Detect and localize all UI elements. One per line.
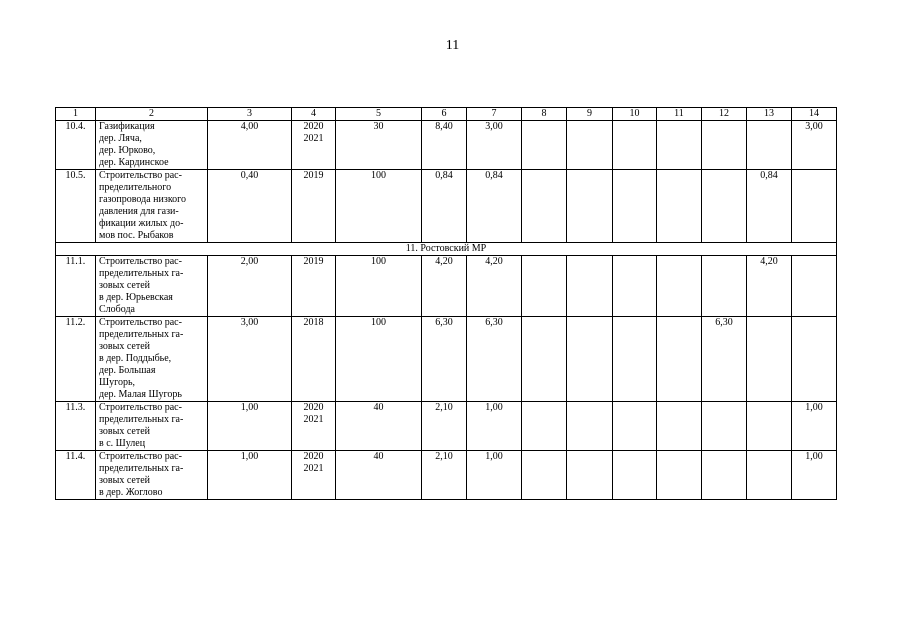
row-name-cell: Газификация дер. Ляча, дер. Юрково, дер. Кардинское (96, 121, 208, 170)
value-cell (613, 451, 657, 500)
value-cell (747, 451, 792, 500)
value-cell (522, 256, 567, 317)
value-cell: 6,30 (422, 317, 467, 402)
row-number-cell: 10.5. (56, 170, 96, 243)
header-cell: 10 (613, 108, 657, 121)
value-cell (522, 451, 567, 500)
value-cell (792, 317, 837, 402)
table-row (56, 402, 837, 451)
value-cell (613, 317, 657, 402)
value-cell: 1,00 (467, 451, 522, 500)
header-row (56, 108, 837, 121)
table-row (56, 451, 837, 500)
value-cell: 100 (336, 317, 422, 402)
value-cell: 0,84 (422, 170, 467, 243)
header-cell: 3 (208, 108, 292, 121)
row-name-cell: Строительство рас- пределительного газопровода низкого давления для гази- фикации жилых до- мов пос. Рыбаков (96, 170, 208, 243)
value-cell (567, 451, 613, 500)
table-row (56, 121, 837, 170)
value-cell (567, 256, 613, 317)
header-cell: 6 (422, 108, 467, 121)
value-cell (567, 402, 613, 451)
value-cell: 0,84 (747, 170, 792, 243)
value-cell: 1,00 (792, 402, 837, 451)
header-cell: 12 (702, 108, 747, 121)
value-cell: 0,40 (208, 170, 292, 243)
value-cell: 0,84 (467, 170, 522, 243)
value-cell (567, 317, 613, 402)
value-cell: 30 (336, 121, 422, 170)
header-cell: 1 (56, 108, 96, 121)
value-cell: 2018 (292, 317, 336, 402)
value-cell (702, 402, 747, 451)
value-cell: 100 (336, 256, 422, 317)
value-cell: 2019 (292, 256, 336, 317)
header-cell: 7 (467, 108, 522, 121)
value-cell (702, 170, 747, 243)
value-cell (702, 451, 747, 500)
row-number-cell: 10.4. (56, 121, 96, 170)
row-name-cell: Строительство рас- пределительных га- зовых сетей в дер. Жоглово (96, 451, 208, 500)
table-body (56, 108, 837, 500)
row-name-cell: Строительство рас- пределительных га- зовых сетей в дер. Поддыбье, дер. Большая Шугорь, дер. Малая Шугорь (96, 317, 208, 402)
value-cell (657, 121, 702, 170)
value-cell: 40 (336, 402, 422, 451)
value-cell (567, 170, 613, 243)
header-cell: 5 (336, 108, 422, 121)
value-cell (522, 170, 567, 243)
row-name-cell: Строительство рас- пределительных га- зовых сетей в с. Шулец (96, 402, 208, 451)
value-cell: 2019 (292, 170, 336, 243)
row-number-cell: 11.1. (56, 256, 96, 317)
value-cell (702, 256, 747, 317)
header-cell: 2 (96, 108, 208, 121)
header-cell: 14 (792, 108, 837, 121)
table-row (56, 317, 837, 402)
value-cell: 8,40 (422, 121, 467, 170)
value-cell (613, 121, 657, 170)
value-cell (747, 402, 792, 451)
value-cell (522, 121, 567, 170)
value-cell: 1,00 (467, 402, 522, 451)
value-cell: 3,00 (208, 317, 292, 402)
value-cell: 3,00 (792, 121, 837, 170)
value-cell (657, 256, 702, 317)
value-cell (657, 451, 702, 500)
value-cell: 2,10 (422, 402, 467, 451)
value-cell (702, 121, 747, 170)
table-row (56, 170, 837, 243)
value-cell: 100 (336, 170, 422, 243)
row-number-cell: 11.3. (56, 402, 96, 451)
value-cell: 4,20 (467, 256, 522, 317)
value-cell: 4,20 (747, 256, 792, 317)
value-cell: 4,20 (422, 256, 467, 317)
value-cell: 1,00 (208, 402, 292, 451)
header-cell: 9 (567, 108, 613, 121)
value-cell: 6,30 (702, 317, 747, 402)
value-cell: 2020 2021 (292, 402, 336, 451)
value-cell (522, 402, 567, 451)
section-title: 11. Ростовский МР (56, 243, 837, 256)
value-cell (613, 256, 657, 317)
row-number-cell: 11.2. (56, 317, 96, 402)
value-cell: 2,10 (422, 451, 467, 500)
value-cell (747, 317, 792, 402)
value-cell (657, 317, 702, 402)
value-cell: 2,00 (208, 256, 292, 317)
header-cell: 4 (292, 108, 336, 121)
value-cell (792, 170, 837, 243)
value-cell (747, 121, 792, 170)
value-cell: 6,30 (467, 317, 522, 402)
value-cell: 1,00 (792, 451, 837, 500)
value-cell (522, 317, 567, 402)
value-cell: 40 (336, 451, 422, 500)
value-cell: 4,00 (208, 121, 292, 170)
data-table (55, 107, 837, 500)
value-cell: 1,00 (208, 451, 292, 500)
value-cell (792, 256, 837, 317)
value-cell: 2020 2021 (292, 451, 336, 500)
value-cell: 3,00 (467, 121, 522, 170)
value-cell (567, 121, 613, 170)
table-row (56, 256, 837, 317)
section-row (56, 243, 837, 256)
header-cell: 8 (522, 108, 567, 121)
row-number-cell: 11.4. (56, 451, 96, 500)
row-name-cell: Строительство рас- пределительных га- зовых сетей в дер. Юрьевская Слобода (96, 256, 208, 317)
value-cell (613, 402, 657, 451)
header-cell: 11 (657, 108, 702, 121)
value-cell: 2020 2021 (292, 121, 336, 170)
header-cell: 13 (747, 108, 792, 121)
value-cell (613, 170, 657, 243)
page-number: 11 (445, 38, 460, 53)
value-cell (657, 170, 702, 243)
value-cell (657, 402, 702, 451)
